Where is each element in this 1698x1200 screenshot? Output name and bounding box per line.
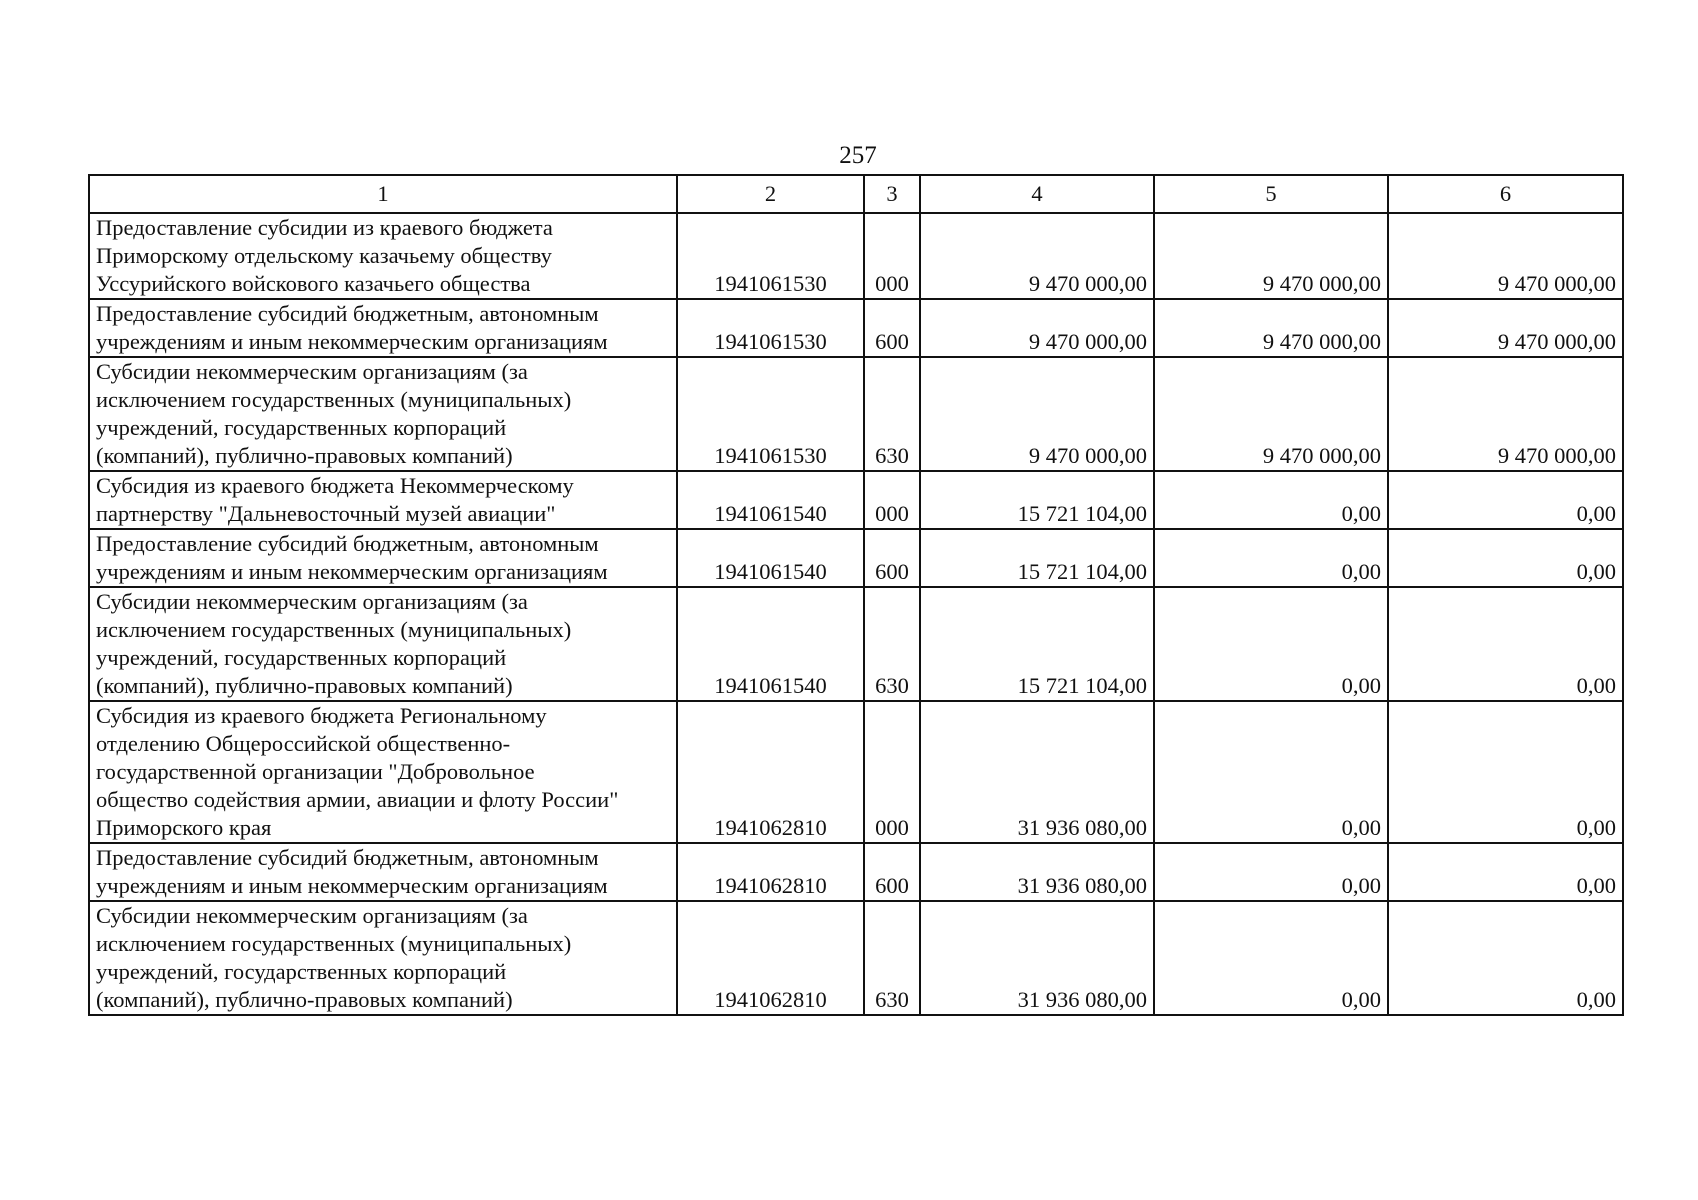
row-name-line: учреждений, государственных корпораций (96, 645, 507, 670)
row-name-line: государственной организации "Добровольное (96, 759, 535, 784)
row-name (89, 843, 677, 901)
row-value-6: 0,00 (1388, 701, 1623, 843)
row-name (89, 299, 677, 357)
table-row (89, 299, 1623, 357)
row-type: 630 (864, 901, 920, 1015)
row-value-5: 9 470 000,00 (1154, 299, 1388, 357)
row-value-4: 31 936 080,00 (920, 901, 1154, 1015)
row-value-5: 0,00 (1154, 843, 1388, 901)
row-code: 1941061540 (677, 529, 864, 587)
column-header-3: 3 (864, 175, 920, 213)
row-value-4: 9 470 000,00 (920, 213, 1154, 299)
header-row (89, 175, 1623, 213)
table-row (89, 843, 1623, 901)
row-value-5: 9 470 000,00 (1154, 357, 1388, 471)
row-name (89, 213, 677, 299)
row-name-line: общество содействия армии, авиации и флоту России" (96, 787, 619, 812)
row-value-6: 0,00 (1388, 843, 1623, 901)
row-code: 1941062810 (677, 901, 864, 1015)
row-value-6: 9 470 000,00 (1388, 299, 1623, 357)
row-code: 1941061530 (677, 357, 864, 471)
row-value-5: 0,00 (1154, 587, 1388, 701)
row-value-4: 15 721 104,00 (920, 471, 1154, 529)
table-row (89, 901, 1623, 1015)
row-type: 600 (864, 529, 920, 587)
page-number: 257 (839, 142, 877, 169)
column-header-2: 2 (677, 175, 864, 213)
row-name-line: учреждениям и иным некоммерческим организациям (96, 329, 608, 354)
row-value-6: 0,00 (1388, 529, 1623, 587)
row-name-line: Предоставление субсидий бюджетным, автономным (96, 301, 599, 326)
row-value-5: 0,00 (1154, 471, 1388, 529)
row-name-line: (компаний), публично-правовых компаний) (96, 987, 513, 1012)
row-name-line: (компаний), публично-правовых компаний) (96, 443, 513, 468)
row-type: 000 (864, 471, 920, 529)
row-name (89, 701, 677, 843)
row-code: 1941061530 (677, 213, 864, 299)
row-value-5: 0,00 (1154, 901, 1388, 1015)
row-value-6: 9 470 000,00 (1388, 213, 1623, 299)
table-row (89, 529, 1623, 587)
row-name-line: Субсидии некоммерческим организациям (за (96, 359, 528, 384)
row-name-line: (компаний), публично-правовых компаний) (96, 673, 513, 698)
row-name-line: учреждений, государственных корпораций (96, 415, 507, 440)
row-type: 630 (864, 587, 920, 701)
row-value-4: 31 936 080,00 (920, 843, 1154, 901)
row-name-line: Предоставление субсидии из краевого бюджета (96, 215, 553, 240)
row-type: 600 (864, 299, 920, 357)
row-name-line: учреждениям и иным некоммерческим организациям (96, 559, 608, 584)
row-name-line: Субсидии некоммерческим организациям (за (96, 589, 528, 614)
row-name (89, 471, 677, 529)
row-name-line: Приморского края (96, 815, 272, 840)
row-name-line: Приморскому отдельскому казачьему обществу (96, 243, 552, 268)
row-value-6: 9 470 000,00 (1388, 357, 1623, 471)
table-row (89, 701, 1623, 843)
row-value-5: 0,00 (1154, 529, 1388, 587)
column-header-6: 6 (1388, 175, 1623, 213)
row-value-4: 9 470 000,00 (920, 299, 1154, 357)
row-name-line: исключением государственных (муниципальных) (96, 387, 572, 412)
row-name-line: исключением государственных (муниципальных) (96, 617, 572, 642)
row-value-4: 31 936 080,00 (920, 701, 1154, 843)
row-value-6: 0,00 (1388, 901, 1623, 1015)
row-name (89, 901, 677, 1015)
row-value-5: 0,00 (1154, 701, 1388, 843)
table-body (89, 213, 1623, 1015)
row-value-4: 9 470 000,00 (920, 357, 1154, 471)
column-header-5: 5 (1154, 175, 1388, 213)
column-header-1: 1 (89, 175, 677, 213)
row-name-line: Субсидия из краевого бюджета Некоммерческому (96, 473, 574, 498)
row-name-line: Предоставление субсидий бюджетным, автономным (96, 845, 599, 870)
table-header (89, 175, 1623, 213)
row-name-line: Субсидии некоммерческим организациям (за (96, 903, 528, 928)
row-name-line: учреждениям и иным некоммерческим организациям (96, 873, 608, 898)
row-name-line: Уссурийского войскового казачьего общества (96, 271, 531, 296)
row-name-line: Субсидия из краевого бюджета Региональному (96, 703, 547, 728)
row-name (89, 357, 677, 471)
table-row (89, 471, 1623, 529)
row-code: 1941062810 (677, 701, 864, 843)
table-row (89, 357, 1623, 471)
column-header-4: 4 (920, 175, 1154, 213)
row-value-4: 15 721 104,00 (920, 587, 1154, 701)
row-code: 1941061540 (677, 587, 864, 701)
table-row (89, 213, 1623, 299)
row-code: 1941061540 (677, 471, 864, 529)
row-value-4: 15 721 104,00 (920, 529, 1154, 587)
row-value-5: 9 470 000,00 (1154, 213, 1388, 299)
row-value-6: 0,00 (1388, 471, 1623, 529)
row-name-line: учреждений, государственных корпораций (96, 959, 507, 984)
row-name-line: исключением государственных (муниципальных) (96, 931, 572, 956)
row-type: 000 (864, 701, 920, 843)
row-name-line: Предоставление субсидий бюджетным, автономным (96, 531, 599, 556)
budget-table (88, 174, 1624, 1016)
row-name (89, 587, 677, 701)
row-code: 1941061530 (677, 299, 864, 357)
row-name-line: партнерству "Дальневосточный музей авиации" (96, 501, 556, 526)
row-type: 630 (864, 357, 920, 471)
row-value-6: 0,00 (1388, 587, 1623, 701)
row-type: 600 (864, 843, 920, 901)
row-code: 1941062810 (677, 843, 864, 901)
table-row (89, 587, 1623, 701)
row-name (89, 529, 677, 587)
row-name-line: отделению Общероссийской общественно- (96, 731, 511, 756)
row-type: 000 (864, 213, 920, 299)
